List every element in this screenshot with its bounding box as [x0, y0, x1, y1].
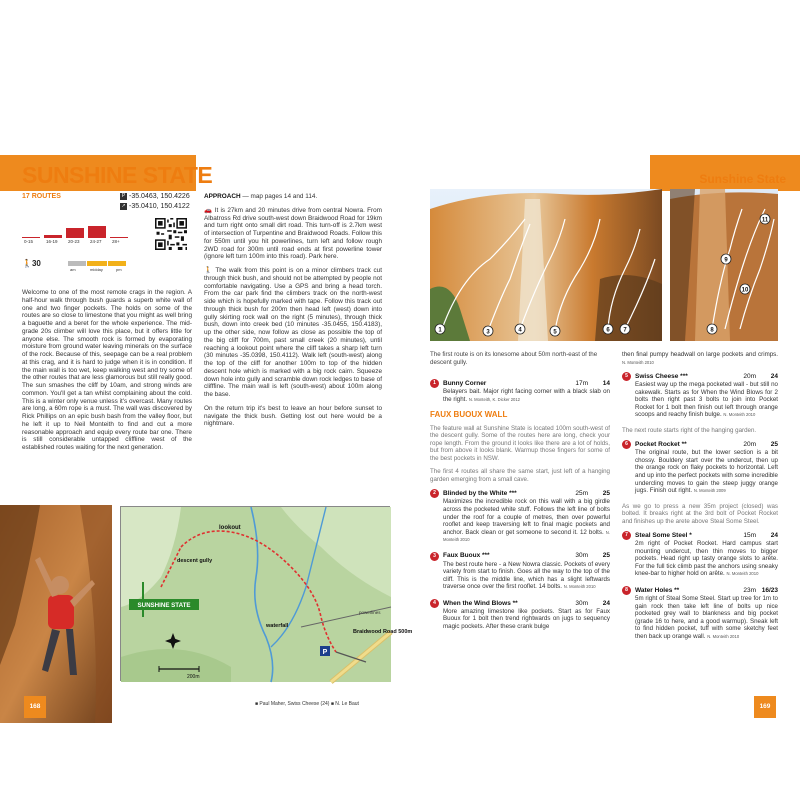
approach-map — [120, 506, 413, 681]
map-scale-label: 200m — [187, 674, 200, 680]
gps-crag: ↗ -35.0410, 150.4122 — [121, 202, 190, 210]
route-description: The best route here - a New Nowra classic. Pockets of every variety from start to finish. Goes all the way to the top of the cliff. This is the middle line, which has a slight leftwards traverse once over the first rooflet. 14 bolts. N. Monteith 2010 — [443, 560, 610, 591]
route-marker-label: 6 — [606, 327, 610, 334]
map-waterfall-label: waterfall — [266, 623, 289, 629]
sun-label-midday: midday — [90, 267, 103, 272]
grade-label: 16-19 — [46, 239, 58, 244]
route-header — [430, 489, 610, 498]
photographer-icon: ■ — [330, 701, 336, 707]
route-first-ascent: N. Monteith 2010 — [443, 529, 610, 543]
route-entry — [622, 531, 778, 578]
route-first-ascent: N. Monteith 2010 — [726, 571, 759, 577]
grade-label: 20-23 — [68, 239, 80, 244]
grade-histogram — [22, 225, 132, 250]
crag-photo-main — [430, 189, 662, 341]
route-first-ascent: N. Monteith 2010 — [563, 584, 596, 590]
map-parking-icon: P — [322, 649, 328, 656]
route-first-ascent: N. Monteith 2009 — [693, 488, 726, 494]
approach-drive: It is 27km and 20 minutes drive from central Nowra. From Albatross Rd drive south-west down Braidwood Road for 19km and turn right onto small dirt road. This turn-off is 2.7km west of intersection of Turpentine and Braidwood Roads. Follow this for 550m until you hit powerlines, turn left and follow rough 2WD road for 300m until road ends at first powerline tower (ignore left turn 100m into this road). Park here. — [204, 206, 382, 261]
route-description: 5m right of Steal Some Steel. Start up tree for 1m to gain rock then take left line of bolts up nice pocketed grey wall to blankness and big pocket (grade 16 to here, and a good warmup). Sneak left to find hidden pocket, tuff with some sketchy feet then back up orange wall. N. Monteith 2010 — [635, 595, 778, 640]
car-icon: 🚗 — [204, 206, 215, 214]
grade-bar — [22, 237, 40, 238]
route-marker-label: 4 — [518, 327, 522, 334]
camera-icon: ■ — [255, 701, 260, 707]
route-marker-label: 7 — [623, 327, 627, 334]
route-number: 7 — [622, 531, 631, 540]
map-powerlines-label: powerlines — [359, 610, 381, 615]
parking-icon: P — [121, 192, 126, 199]
route-length: 30m — [575, 552, 588, 560]
route-name: Bunny Corner — [443, 379, 487, 387]
page-number-right: 169 — [754, 696, 776, 718]
route-grade: 25 — [602, 490, 610, 498]
route-entry — [622, 440, 778, 494]
sun-chart — [68, 261, 128, 271]
route-entry — [622, 586, 778, 640]
route-description: Maximizes the incredible rock on this wall with a big girdle across the pocketed white stuff. Follows the left line of bolts under the roof for a couple of metres, then over powerful rooflet and keep traversing left to final magic pockets and anchor. Back clean or get someone to second it. 12 bolts. N. Monteith 2010 — [443, 498, 610, 543]
walk-time: 🚶30 — [22, 259, 41, 268]
route-number: 1 — [430, 379, 439, 388]
route-name: Water Holes ** — [635, 586, 680, 594]
sun-midday — [87, 261, 107, 266]
sun-pm — [108, 261, 126, 266]
faux-intro-1: The feature wall at Sunshine State is located 100m south-west of the descent gully. Some of the routes here are long, check your rope length. From the ground it looks like there are a lot of holds, but from above it looks blank. Warmup those fingers for some of the best pockets in NSW. — [430, 424, 610, 462]
route-marker-label: 1 — [438, 327, 442, 334]
route-first-ascent: N. Monteith 2010 — [707, 633, 740, 639]
route-marker-label: 8 — [710, 327, 714, 334]
route-number: 2 — [430, 489, 439, 498]
section-title-faux-buoux: FAUX BUOUX WALL — [430, 410, 508, 420]
sun-am — [68, 261, 86, 266]
climber-icon: ↗ — [121, 202, 126, 209]
grade-label: 24-27 — [90, 239, 102, 244]
route-description: The original route, but the lower section is a bit chossy. Bouldery start over the undercut, then up the orange rock on flaky pockets to horizontal. Left and up into the perfect pockets with some incredible undercling moves to gain the steep juggy orange jugs. Finish out right. N. Monteith 2009 — [635, 449, 778, 495]
gps-coordinates — [120, 192, 190, 212]
route-length: 15m — [743, 532, 756, 540]
routes-count: 17 ROUTES — [22, 193, 61, 200]
approach-text: APPROACH — map pages 14 and 114. 🚗 It is 27km and 20 minutes drive from central Nowra. From Albatross Rd drive south-west down Braidwood Road for 19km and turn right onto small dirt road. This turn-off is 2.7km west of intersection of Turpentine and Braidwood Roads. Follow this for 550m until you hit powerlines, turn left and follow rough 2WD road for 300m until road ends at first powerline tower (ignore left turn 100m into this road). Park here. 🚶 The walk from this point is on a minor climbers track cut through thick bush, and should not be attempted by people not comfortable navigating. Use a GPS and bring a head torch. From the car park find the climbers track on the north-west side which is hopefully marked with tape. Follow this track out through thick bush for 200m then head left (west) down into gully skirting rock wall on the right (5 minutes), through thick bush, down into creek bed (10 minutes -35.0455, 150.4183), up the other side, now follow as close as possible the top of the big cliff for 700m, past small creek (20 minutes), until reaching a lookout point where the cliff takes a sharp left turn (30 minutes -35.0398, 150.4112). Walk left (south-west) along the top of the cliff for another 100m to top of the hidden descent hole which is marked with a big rock cairn. Squeeze down hole into gully and scramble down rock ledges to base of clifffine. The main wall is left (south-west) about 100m along the base. On the return trip it's best to leave an hour before sunset to navigate the thick bush. Getting lost out here would be a nightmare. — [204, 193, 382, 428]
approach-return: On the return trip it's best to leave an hour before sunset to navigate the thick bush. Getting lost out here would be a nightmare. — [204, 404, 382, 428]
route-grade: 24 — [602, 599, 610, 607]
garden-note: The next route starts right of the hanging garden. — [622, 426, 757, 434]
route-column-a — [430, 379, 610, 639]
photo-caption: The first route is on its lonesome about 50m north-east of the descent gully. — [430, 351, 598, 366]
approach-heading: APPROACH — [204, 193, 241, 200]
running-title: Sunshine State — [699, 172, 786, 186]
route-number: 3 — [430, 552, 439, 561]
grade-bar — [88, 226, 106, 238]
faux-intro-2: The first 4 routes all share the same start, just left of a hanging garden emerging from a small cave. — [430, 468, 610, 483]
route-entry — [430, 599, 610, 631]
route-grade: 25 — [770, 441, 778, 449]
route-grade: 25 — [602, 552, 610, 560]
page-title: SUNSHINE STATE — [22, 162, 213, 188]
route-header — [622, 440, 778, 449]
map-road-label: Braidwood Road 500m — [353, 629, 413, 635]
photo-credits: ■ Paul Maher, Swiss Cheese (24) ■ N. Le Baut — [255, 701, 359, 707]
route-number: 8 — [622, 586, 631, 595]
route-header — [430, 599, 610, 608]
route-length: 20m — [743, 372, 756, 380]
sun-label-pm: pm — [116, 267, 122, 272]
route-length: 17m — [575, 379, 588, 387]
page-number-left: 168 — [24, 696, 46, 718]
route-name: Blinded by the White *** — [443, 490, 517, 498]
grade-label: 28+ — [112, 239, 120, 244]
route-entry — [430, 379, 610, 403]
map-descent-label: descent gully — [177, 558, 213, 564]
press-note: As we go to press a new 35m project (closed) was bolted. It breaks right at the 3rd bolt of Pocket Rocket and finishes up the arete above Steal Some Steel. — [622, 502, 778, 525]
route-number: 6 — [622, 440, 631, 449]
guidebook-spread — [0, 155, 800, 723]
route-column-b — [622, 351, 778, 648]
route-entry — [622, 372, 778, 419]
route-description: More amazing limestone like pockets. Start as for Faux Buoux for 1 bolt then trend rightwards on jugs to sequency magic pockets. After these crank bulge — [443, 607, 610, 631]
grade-bar — [110, 237, 128, 238]
grade-bar — [44, 235, 62, 238]
intro-text: Welcome to one of the most remote crags in the region. A half-hour walk through bush guards a superb white wall of one and two finger pockets. The holds on some of the routes are so close to limestone that you might as well bring a baguette and a beret for the whole experience. The mid-grade 20s climber will love this place, but it offers little for anyone else. The smooth rock is formed by evaporating moisture from ground water leaving minerals on the surface of the rock. Because of this, seepage can be a real problem at this crag, and it is hard to judge when it is in condition. If the main wall is too wet, keep walking west and try some of the other routes that are less glamorous but still really good. The sun smashes the cliff by 10am, and strong winds are common. You'll get a tan whilst complaining about the cold. This is a winter only venue unless it's overcast. Many routes are long, a 60m rope is a must. The wall was discovered by Rick Phillips on an epic bush bash from the valley floor, but he left it up to Neil Monteith to find and cut a more reasonable approach and equip every route bar one. There is still considerable untapped cliffline west of the established routes waiting for the next generation. — [22, 289, 192, 451]
route-marker-label: 9 — [724, 257, 728, 264]
route-description: 2m right of Pocket Rocket. Hard campus start mounting undercut, then thin moves to bigger pockets. Head right up tasty orange slots to arête. For the full tick climb past the anchors using sneaky knee-bar to higher hold on arête. N. Monteith 2010 — [635, 540, 778, 578]
route-first-ascent: N. Monteith, K. Dicker 2012 — [468, 396, 521, 402]
route-marker-label: 10 — [741, 287, 749, 294]
route-grade: 14 — [602, 379, 610, 387]
route-name: Pocket Rocket ** — [635, 441, 687, 449]
route-grade: 24 — [770, 372, 778, 380]
hiker-icon: 🚶 — [204, 267, 216, 274]
route-entry — [430, 552, 610, 591]
route-name: Faux Buoux *** — [443, 552, 490, 560]
route-4-continued: then final pumpy headwall on large pockets and crimps. N. Monteith 2010 — [622, 351, 778, 365]
approach-walk: The walk from this point is on a minor climbers track cut through thick bush, and should not be attempted by people not comfortable navigating. Use a GPS and bring a head torch. From the car park find the climbers track on the north-west side which is hopefully marked with tape. Follow this track out through thick bush for 200m then head left (west) down into gully skirting rock wall on the right (5 minutes), through thick bush, down into creek bed (10 minutes -35.0455, 150.4183), up the other side, now follow as close as possible the top of the big cliff for 700m, past small creek (20 minutes), until reaching a lookout point where the cliff takes a sharp left turn (30 minutes -35.0398, 150.4112). Walk left (south-west) along the top of the cliff for another 100m to top of the hidden descent hole which is marked with a big rock cairn. Squeeze down hole into gully and scramble down rock ledges to base of clifffine. The main wall is left (south-west) about 100m along the base. — [204, 267, 382, 398]
map-lookout-label: lookout — [219, 525, 241, 531]
route-marker-label: 5 — [553, 329, 557, 336]
route-name: Swiss Cheese *** — [635, 372, 688, 380]
route-grade: 24 — [770, 532, 778, 540]
route-number: 4 — [430, 599, 439, 608]
route-length: 20m — [743, 441, 756, 449]
route-length: 25m — [575, 490, 588, 498]
map-crag-label: SUNSHINE STATE — [137, 602, 191, 609]
route-length: 30m — [575, 599, 588, 607]
crag-photo-secondary — [670, 189, 778, 341]
route-entry — [430, 489, 610, 543]
route-marker-label: 11 — [761, 217, 769, 224]
sun-label-am: am — [70, 267, 76, 272]
route-header — [622, 531, 778, 540]
route-header — [430, 552, 610, 561]
route-header — [430, 379, 610, 388]
grade-label: 0-15 — [24, 239, 34, 244]
route-header — [622, 586, 778, 595]
grade-bar — [66, 228, 84, 238]
route-grade: 16/23 — [761, 586, 778, 594]
route-description: Belayers bait. Major right facing corner with a black slab on the right. N. Monteith, K. Dicker 2012 — [443, 388, 610, 403]
route-name: When the Wind Blows ** — [443, 599, 518, 607]
route-description: Easiest way up the mega pocketed wall - but still no cakewalk. Starts as for When the Wind Blows for 2 bolts then right past 3 bolts to join into Pocket Rocket for 1 bolt then finish out left through orange scoops and reachy finish bulge. N. Monteith 2010 — [635, 381, 778, 419]
route-header — [622, 372, 778, 381]
qr-code — [155, 218, 187, 250]
route-first-ascent: N. Monteith 2010 — [723, 412, 756, 418]
climber-photo — [0, 505, 112, 723]
route-name: Steal Some Steel * — [635, 532, 692, 540]
route-length: 23m — [743, 586, 756, 594]
walker-icon: 🚶 — [22, 259, 32, 268]
gps-parking: P -35.0463, 150.4226 — [121, 192, 190, 200]
route-marker-label: 3 — [486, 329, 490, 336]
route-number: 5 — [622, 372, 631, 381]
